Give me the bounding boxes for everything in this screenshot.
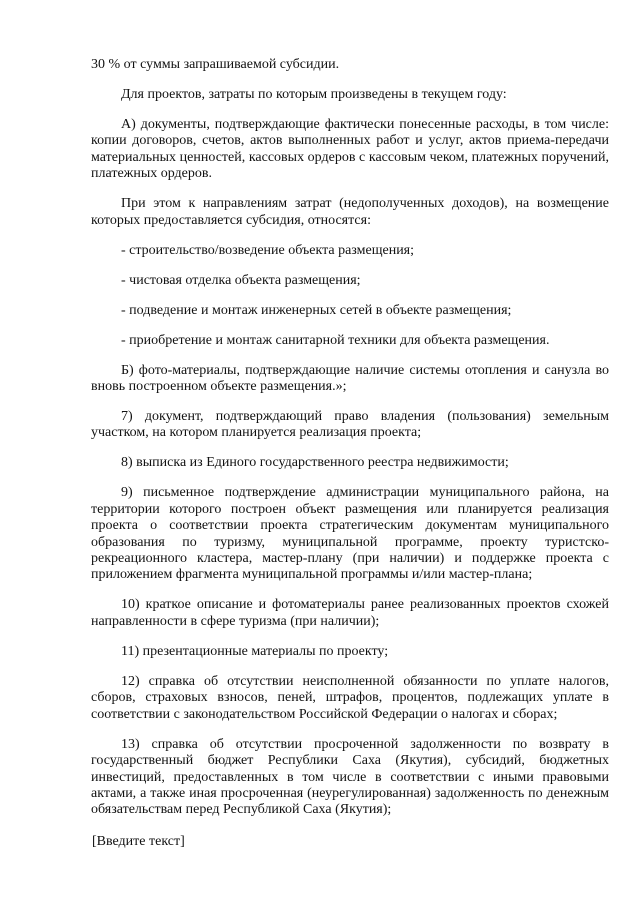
- paragraph-item-11-presentation: 11) презентационные материалы по проекту;: [121, 643, 389, 659]
- paragraph-item-10-description: 10) краткое описание и фотоматериалы ранее реализованных проектов схожей направленности в сфере туризма (при наличии);: [91, 597, 609, 629]
- list-item-construction: - строительство/возведение объекта размещения;: [121, 242, 415, 258]
- paragraph-item-b-photos: Б) фото-материалы, подтверждающие наличие системы отопления и санузла во вновь построенном объекте размещения.»;: [91, 362, 609, 395]
- paragraph-item-a-documents: А) документы, подтверждающие фактически понесенные расходы, в том числе: копии договоров, счетов, актов выполненных работ и услуг, актов приема-передачи материальных ценностей, кассовых ордеров с кассовым чеком, платежных поручений, платежных ордеров.: [91, 117, 609, 182]
- paragraph-expense-directions: При этом к направлениям затрат (недополученных доходов), на возмещение которых предоставляется субсидия, относятся:: [91, 196, 609, 228]
- list-item-sanitary: - приобретение и монтаж санитарной техники для объекта размещения.: [121, 332, 550, 348]
- paragraph-item-8-registry: 8) выписка из Единого государственного реестра недвижимости;: [121, 455, 509, 471]
- paragraph-subsidy-percent: 30 % от суммы запрашиваемой субсидии.: [91, 57, 340, 72]
- paragraph-current-year-intro: Для проектов, затраты по которым произведены в текущем году:: [121, 87, 507, 102]
- paragraph-item-12-tax-certificate: 12) справка об отсутствии неисполненной обязанности по уплате налогов, сборов, страховых взносов, пеней, штрафов, процентов, подлежащих уплате в соответствии с законодательством Российской Федерации о налогах и сборах;: [91, 673, 609, 722]
- footer-placeholder-text[interactable]: [Введите текст]: [92, 834, 185, 849]
- paragraph-item-9-confirmation: 9) письменное подтверждение администрации муниципального района, на территории которого построен объект размещения или планируется реализация проекта о соответствии проекта стратегическим документам муниципального образования по туризму, муниципальной программе, проекту туристско-рекреационного кластера, мастер-плану (при наличии) и поддержке проекта с приложением фрагмента муниципальной программы и/или мастер-плана;: [91, 485, 609, 583]
- paragraph-item-7-land: 7) документ, подтверждающий право владения (пользования) земельным участком, на котором планируется реализация проекта;: [91, 409, 609, 441]
- list-item-finishing: - чистовая отделка объекта размещения;: [121, 272, 361, 288]
- list-item-utilities: - подведение и монтаж инженерных сетей в объекте размещения;: [121, 302, 512, 318]
- paragraph-item-13-debt-certificate: 13) справка об отсутствии просроченной задолженности по возврату в государственный бюджет Республики Саха (Якутия), субсидий, бюджетных инвестиций, предоставленных в том числе в соответствии с иными правовыми актами, а также иная просроченная (неурегулированная) задолженность по денежным обязательствам перед Республикой Саха (Якутия);: [91, 736, 609, 818]
